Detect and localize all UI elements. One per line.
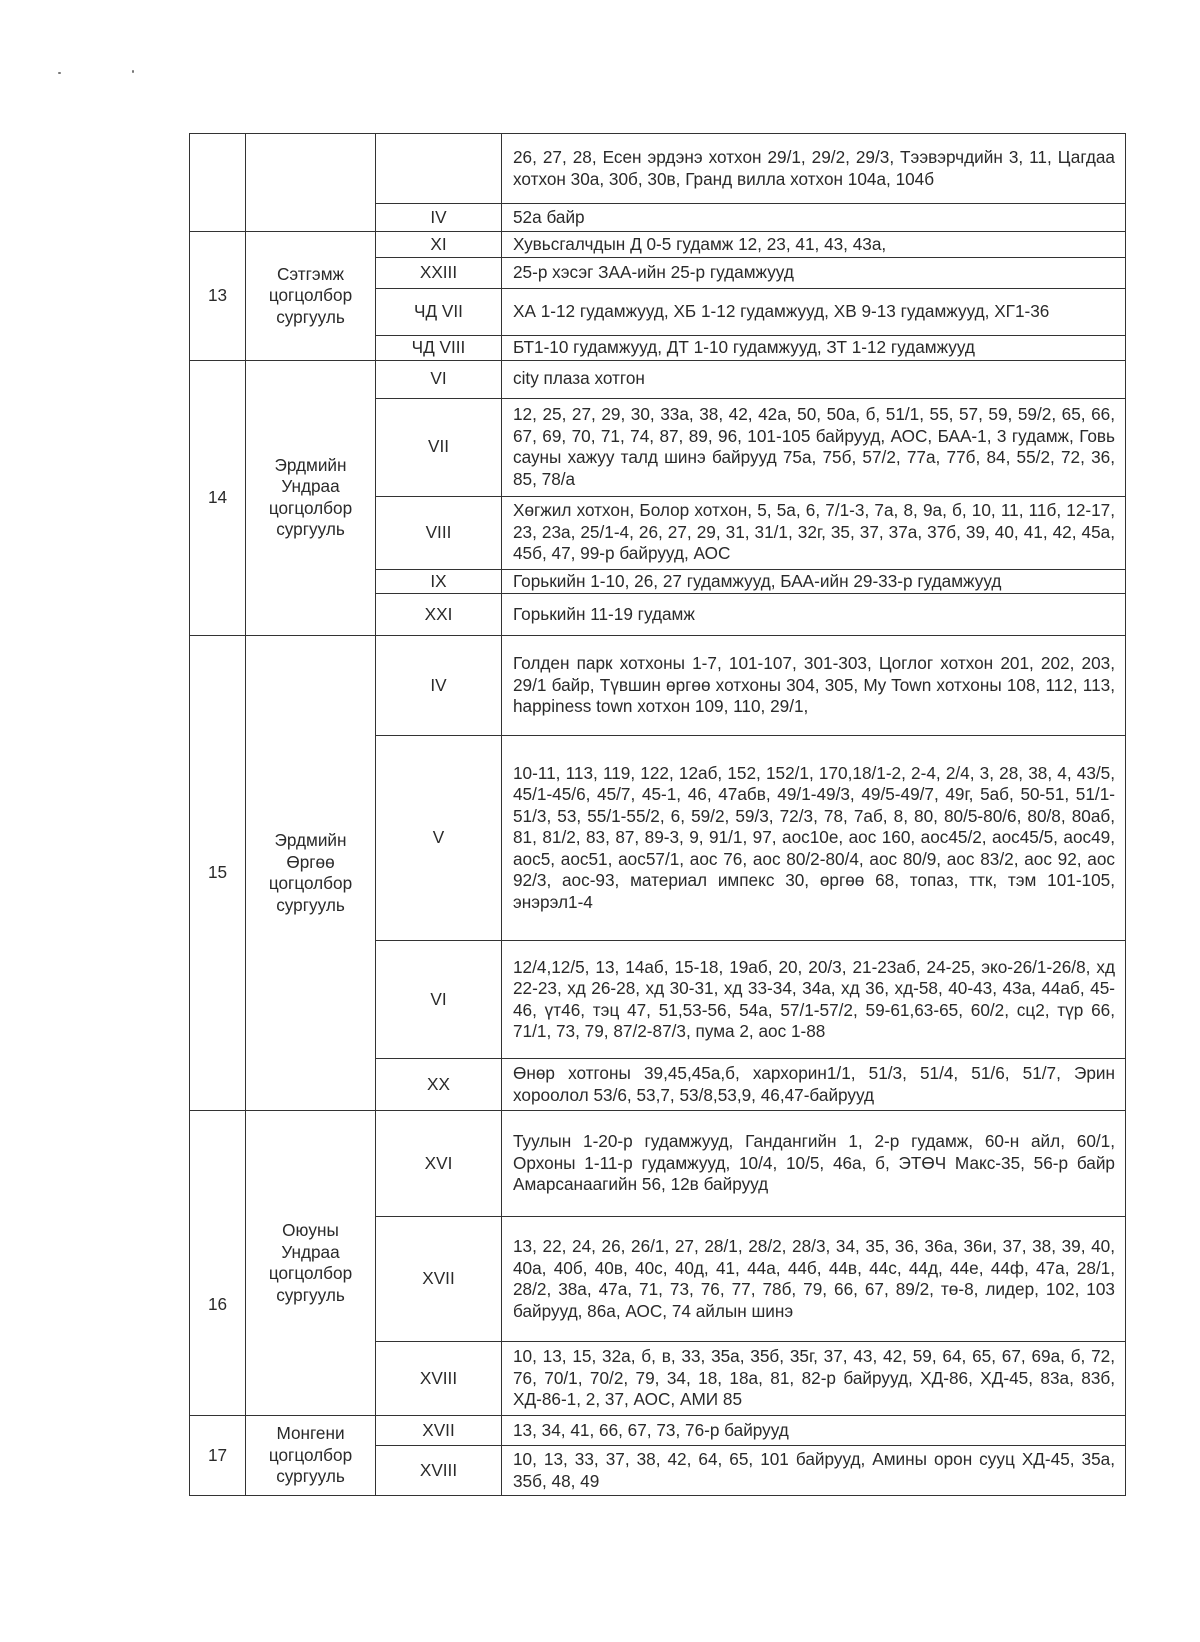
khoroo-number: IV	[376, 204, 502, 232]
address-list: 13, 34, 41, 66, 67, 73, 76-р байрууд	[502, 1416, 1126, 1446]
khoroo-number: ЧД VIII	[376, 336, 502, 361]
school-district-table	[189, 133, 1126, 1496]
khoroo-number: VI	[376, 360, 502, 398]
row-number	[190, 134, 246, 232]
address-list: 13, 22, 24, 26, 26/1, 27, 28/1, 28/2, 28/3, 34, 35, 36, 36а, 36и, 37, 38, 39, 40, 40а, 40б, 40в, 40с, 40д, 41, 44а, 44б, 44в, 44с, 44д, 44е, 44ф, 47а, 28/1, 28/2, 38а, 47а, 71, 73, 76, 77, 78б, 79, 66, 67, 89/2, тө-8, лидер, 102, 103 байрууд, 86а, АОС, 74 айлын шинэ	[502, 1217, 1126, 1342]
khoroo-number: XVII	[376, 1217, 502, 1342]
address-list: 10, 13, 15, 32а, б, в, 33, 35а, 35б, 35г, 37, 43, 42, 59, 64, 65, 67, 69а, б, 72, 76, 70/1, 70/2, 79, 34, 18, 18а, 81, 82-р байрууд, ХД-86, ХД-45, 83а, 83б, ХД-86-1, 2, 37, АОС, АМИ 85	[502, 1342, 1126, 1416]
address-list: 12/4,12/5, 13, 14аб, 15-18, 19аб, 20, 20/3, 21-23аб, 24-25, эко-26/1-26/8, хд 22-23, хд 26-28, хд 30-31, хд 33-34, 34а, хд 36, хд-58, 40-43, 43а, 44аб, 45-46, үт46, тэц 47, 51,53-56, 54а, 57/1-57/2, 59-61,63-65, 60/2, сц2, түр 66, 71/1, 73, 79, 87/2-87/3, пума 2, аос 1-88	[502, 941, 1126, 1059]
school-name: Сэтгэмж цогцолбор сургууль	[246, 232, 376, 361]
address-list: city плаза хотгон	[502, 360, 1126, 398]
address-list: 25-р хэсэг ЗАА-ийн 25-р гудамжууд	[502, 258, 1126, 289]
khoroo-number: IX	[376, 569, 502, 594]
table-row	[190, 1416, 1126, 1446]
address-list: Хөгжил хотхон, Болор хотхон, 5, 5а, 6, 7/1-3, 7а, 8, 9а, б, 10, 11, 11б, 12-17, 23, 23а, 25/1-4, 26, 27, 29, 31, 31/1, 32г, 35, 37, 37а, 37б, 39, 40, 41, 42, 45а, 45б, 47, 99-р байрууд, АОС	[502, 496, 1126, 569]
khoroo-number: VII	[376, 398, 502, 496]
address-list: Туулын 1-20-р гудамжууд, Гандангийн 1, 2-р гудамж, 60-н айл, 60/1, Орхоны 1-11-р гудамжууд, 10/4, 10/5, 46а, б, ЭТӨЧ Макс-35, 56-р байр Амарсанаагийн 56, 12в байрууд	[502, 1111, 1126, 1217]
table-row	[190, 134, 1126, 204]
row-number: 15	[190, 636, 246, 1111]
table-row	[190, 636, 1126, 736]
khoroo-number: XXI	[376, 594, 502, 636]
khoroo-number: XI	[376, 232, 502, 258]
address-list: 12, 25, 27, 29, 30, 33а, 38, 42, 42а, 50, 50а, б, 51/1, 55, 57, 59, 59/2, 65, 66, 67, 69, 70, 71, 74, 87, 89, 96, 101-105 байрууд, АОС, БАА-1, 3 гудамж, Говь сауны хажуу талд шинэ байрууд 75а, 75б, 57/2, 77а, 77б, 84, 55/2, 72, 36, 85, 78/а	[502, 398, 1126, 496]
address-list: Өнөр хотгоны 39,45,45а,б, хархорин1/1, 51/3, 51/4, 51/6, 51/7, Эрин хороолол 53/6, 53,7, 53/8,53,9, 46,47-байрууд	[502, 1059, 1126, 1111]
school-name: Монгени цогцолбор сургууль	[246, 1416, 376, 1496]
row-number: 13	[190, 232, 246, 361]
address-list: 10, 13, 33, 37, 38, 42, 64, 65, 101 байрууд, Амины орон сууц ХД-45, 35а, 35б, 48, 49	[502, 1446, 1126, 1496]
school-name: Эрдмийн Ундраа цогцолбор сургууль	[246, 360, 376, 636]
khoroo-number: XVI	[376, 1111, 502, 1217]
table-row	[190, 1111, 1126, 1217]
scan-speck	[58, 72, 61, 74]
row-number: 17	[190, 1416, 246, 1496]
table-row	[190, 360, 1126, 398]
scan-speck	[132, 70, 134, 73]
khoroo-number: VI	[376, 941, 502, 1059]
address-list: 10-11, 113, 119, 122, 12аб, 152, 152/1, 170,18/1-2, 2-4, 2/4, 3, 28, 38, 4, 43/5, 45/1-45/6, 45/7, 45-1, 46, 47абв, 49/1-49/3, 49/5-49/7, 49г, 5аб, 50-51, 51/1-51/3, 53, 55/1-55/2, 6, 59/2, 59/3, 72/3, 78, 7аб, 8, 80, 80/5-80/6, 80/8, 80аб, 81, 81/2, 83, 87, 89-3, 9, 91/1, 97, аос10е, аос 160, аос45/2, аос45/5, аос49, аос5, аос51, аос57/1, аос 76, аос 80/2-80/4, аос 80/9, аос 83/2, аос 92, аос 92/3, аос-93, материал импекс 30, өргөө 68, топаз, ттк, тэм 101-105, энэрэл1-4	[502, 736, 1126, 941]
khoroo-number: XVIII	[376, 1342, 502, 1416]
school-name: Оюуны Ундраа цогцолбор сургууль	[246, 1111, 376, 1416]
khoroo-number	[376, 134, 502, 204]
khoroo-number: V	[376, 736, 502, 941]
address-list: 26, 27, 28, Есен эрдэнэ хотхон 29/1, 29/2, 29/3, Тээвэрчдийн 3, 11, Цагдаа хотхон 30а, 30б, 30в, Гранд вилла хотхон 104а, 104б	[502, 134, 1126, 204]
row-number: 14	[190, 360, 246, 636]
khoroo-number: XXIII	[376, 258, 502, 289]
address-list: ХА 1-12 гудамжууд, ХБ 1-12 гудамжууд, ХВ 9-13 гудамжууд, ХГ1-36	[502, 289, 1126, 336]
row-number: 16	[190, 1111, 246, 1416]
khoroo-number: XVIII	[376, 1446, 502, 1496]
khoroo-number: VIII	[376, 496, 502, 569]
address-list: БТ1-10 гудамжууд, ДТ 1-10 гудамжууд, ЗТ 1-12 гудамжууд	[502, 336, 1126, 361]
address-list: Горькийн 1-10, 26, 27 гудамжууд, БАА-ийн 29-33-р гудамжууд	[502, 569, 1126, 594]
address-list: Хувьсгалчдын Д 0-5 гудамж 12, 23, 41, 43, 43а,	[502, 232, 1126, 258]
table-row	[190, 232, 1126, 258]
khoroo-number: XX	[376, 1059, 502, 1111]
school-name	[246, 134, 376, 232]
khoroo-number: ЧД VII	[376, 289, 502, 336]
khoroo-number: IV	[376, 636, 502, 736]
school-name: Эрдмийн Өргөө цогцолбор сургууль	[246, 636, 376, 1111]
khoroo-number: XVII	[376, 1416, 502, 1446]
address-list: Голден парк хотхоны 1-7, 101-107, 301-303, Цоглог хотхон 201, 202, 203, 29/1 байр, Түвшин өргөө хотхоны 304, 305, My Town хотхоны 108, 112, 113, happiness town хотхон 109, 110, 29/1,	[502, 636, 1126, 736]
address-list: Горькийн 11-19 гудамж	[502, 594, 1126, 636]
address-list: 52а байр	[502, 204, 1126, 232]
